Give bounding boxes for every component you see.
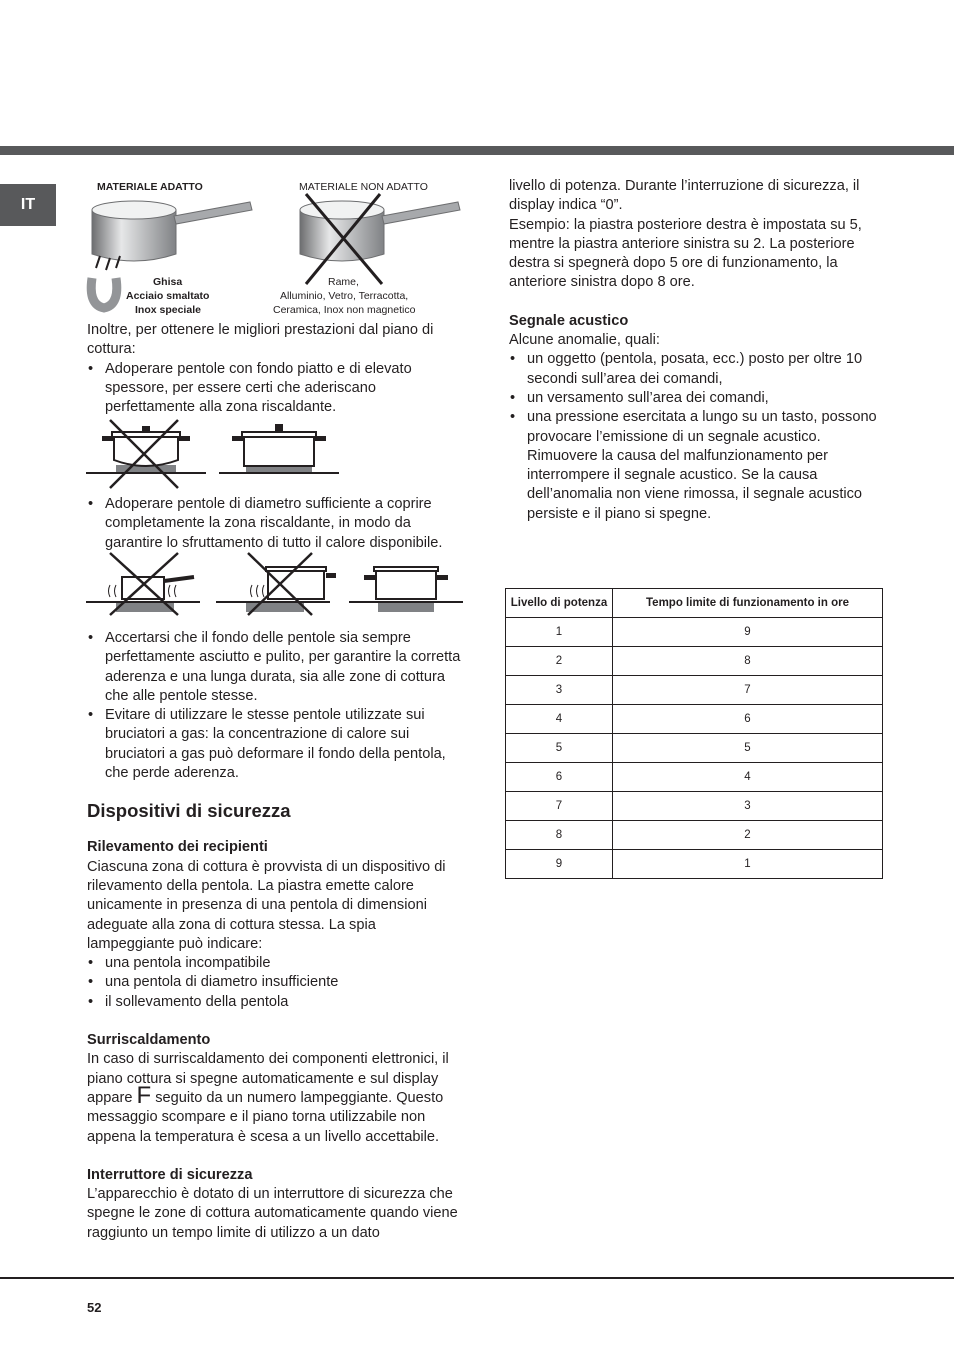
- paragraph-part: seguito da un numero lampeggiante. Questo messaggio scompare e il piano torna utilizzabile non appena la temperatura è scesa a un livello accettabile.: [87, 1089, 444, 1145]
- power-level-cell: 2: [506, 647, 613, 676]
- section-heading: Dispositivi di sicurezza: [87, 800, 291, 822]
- table-row: [506, 647, 883, 676]
- flat-pot-icon: [219, 424, 339, 474]
- left-column-2: [87, 495, 465, 553]
- subheading: Interruttore di sicurezza: [87, 1166, 253, 1183]
- time-limit-cell: 3: [613, 792, 883, 821]
- table-row: [506, 705, 883, 734]
- list-item: • una pentola di diametro insufficiente: [87, 973, 465, 992]
- power-level-cell: 9: [506, 850, 613, 879]
- list-item: • Adoperare pentole con fondo piatto e di elevato spessore, per essere certi che aderiscano perfettamente alla zona riscaldante.: [87, 360, 465, 418]
- time-limit-cell: 6: [613, 705, 883, 734]
- suitable-item: Acciaio smaltato: [126, 290, 210, 302]
- unsuitable-item: Alluminio, Vetro, Terracotta,: [280, 290, 409, 302]
- time-limit-cell: 9: [613, 618, 883, 647]
- unsuitable-title: MATERIALE NON ADATTO: [299, 181, 428, 193]
- table-row: [506, 734, 883, 763]
- power-level-cell: 1: [506, 618, 613, 647]
- left-column: [87, 321, 465, 417]
- table-row: [506, 850, 883, 879]
- display-f-symbol: F: [136, 1081, 152, 1109]
- paragraph: Esempio: la piastra posteriore destra è impostata su 5, mentre la piastra anteriore sinistra su 2. La posteriore destra si spegnerà dopo 5 ore di funzionamento, la anteriore sinistra dopo 8 ore.: [509, 216, 862, 291]
- table-header-row: [506, 589, 883, 618]
- time-limit-cell: 2: [613, 821, 883, 850]
- time-limit-cell: 7: [613, 676, 883, 705]
- list-item: • un oggetto (pentola, posata, ecc.) posto per oltre 10 secondi sull’area dei comandi,: [509, 350, 884, 389]
- paragraph: [87, 1050, 465, 1146]
- subheading: Surriscaldamento: [87, 1032, 211, 1049]
- flat-bottom-figure: [86, 416, 346, 492]
- paragraph: Ciascuna zona di cottura è provvista di un dispositivo di rilevamento della pentola. La piastra emette calore unicamente in presenza di una pentola di dimensioni adeguate alla zona di cottura stessa. La spia lampeggiante può indicare:: [87, 858, 446, 952]
- list-item: • Evitare di utilizzare le stesse pentole utilizzate sui bruciatori a gas: la concentrazione di calore sui bruciatori a gas può deformare il fondo della pentola, che perde aderenza.: [87, 706, 465, 783]
- language-tab: IT: [0, 184, 56, 226]
- power-level-cell: 5: [506, 734, 613, 763]
- power-limit-table: [505, 588, 883, 879]
- paragraph-part: In caso di surriscaldamento dei componenti elettronici, il piano cottura si spegne automaticamente e sul display appare: [87, 1051, 449, 1106]
- power-level-cell: 8: [506, 821, 613, 850]
- list-item: • un versamento sull’area dei comandi,: [509, 389, 884, 408]
- footer-rule: [0, 1277, 954, 1279]
- left-column-3: [87, 629, 465, 1243]
- intro-text: Inoltre, per ottenere le migliori prestazioni dal piano di cottura:: [87, 322, 434, 358]
- paragraph: L’apparecchio è dotato di un interruttore di sicurezza che spegne le zone di cottura automaticamente quando viene raggiunto un tempo limite di utilizzo a un dato: [87, 1186, 458, 1241]
- pot-diameter-figure: [86, 551, 466, 617]
- small-pot-icon: [86, 553, 200, 615]
- suitable-title: MATERIALE ADATTO: [97, 181, 203, 193]
- power-level-cell: 6: [506, 763, 613, 792]
- power-level-cell: 3: [506, 676, 613, 705]
- unsuitable-item: Ceramica, Inox non magnetico: [273, 304, 416, 316]
- power-level-cell: 4: [506, 705, 613, 734]
- page-number: 52: [87, 1300, 102, 1315]
- unsuitable-item: Rame,: [328, 276, 359, 288]
- right-column: [509, 177, 884, 524]
- unsuitable-pot-icon: [300, 194, 460, 284]
- table-row: [506, 618, 883, 647]
- time-limit-cell: 1: [613, 850, 883, 879]
- list-item: • Adoperare pentole di diametro sufficiente a coprire completamente la zona riscaldante, in modo da garantire lo sfruttamento di tutto il calore disponibile.: [87, 495, 465, 553]
- table-header: Tempo limite di funzionamento in ore: [613, 589, 883, 618]
- offset-pot-icon: [216, 553, 336, 615]
- time-limit-cell: 8: [613, 647, 883, 676]
- table-row: [506, 763, 883, 792]
- header-bar: [0, 146, 954, 155]
- suitable-item: Ghisa: [153, 276, 183, 288]
- time-limit-cell: 4: [613, 763, 883, 792]
- list-item: • una pressione esercitata a lungo su un tasto, possono provocare l’emissione di un segnale acustico. Rimuovere la causa del malfunzionamento per interrompere il segnale acustico. Se la causa dell’anomalia non viene rimossa, il segnale acustico persiste e il piano si spegne.: [509, 408, 884, 524]
- paragraph: Alcune anomalie, quali:: [509, 332, 660, 349]
- subheading: Rilevamento dei recipienti: [87, 839, 268, 856]
- power-level-cell: 7: [506, 792, 613, 821]
- subheading: Segnale acustico: [509, 312, 629, 329]
- list-item: • il sollevamento della pentola: [87, 993, 465, 1012]
- table-header: Livello di potenza: [506, 589, 613, 618]
- paragraph: livello di potenza. Durante l’interruzione di sicurezza, il display indica “0”.: [509, 178, 860, 214]
- correct-pot-icon: [349, 567, 463, 612]
- suitable-item: Inox speciale: [135, 304, 201, 316]
- list-item: • Accertarsi che il fondo delle pentole sia sempre perfettamente asciutto e pulito, per garantire la corretta aderenza e una lunga durata, sia alle zone di cottura che alle pentole stesse.: [87, 629, 465, 706]
- table-row: [506, 792, 883, 821]
- table-row: [506, 676, 883, 705]
- time-limit-cell: 5: [613, 734, 883, 763]
- table-row: [506, 821, 883, 850]
- list-item: • una pentola incompatibile: [87, 954, 465, 973]
- warped-pot-icon: [86, 420, 206, 488]
